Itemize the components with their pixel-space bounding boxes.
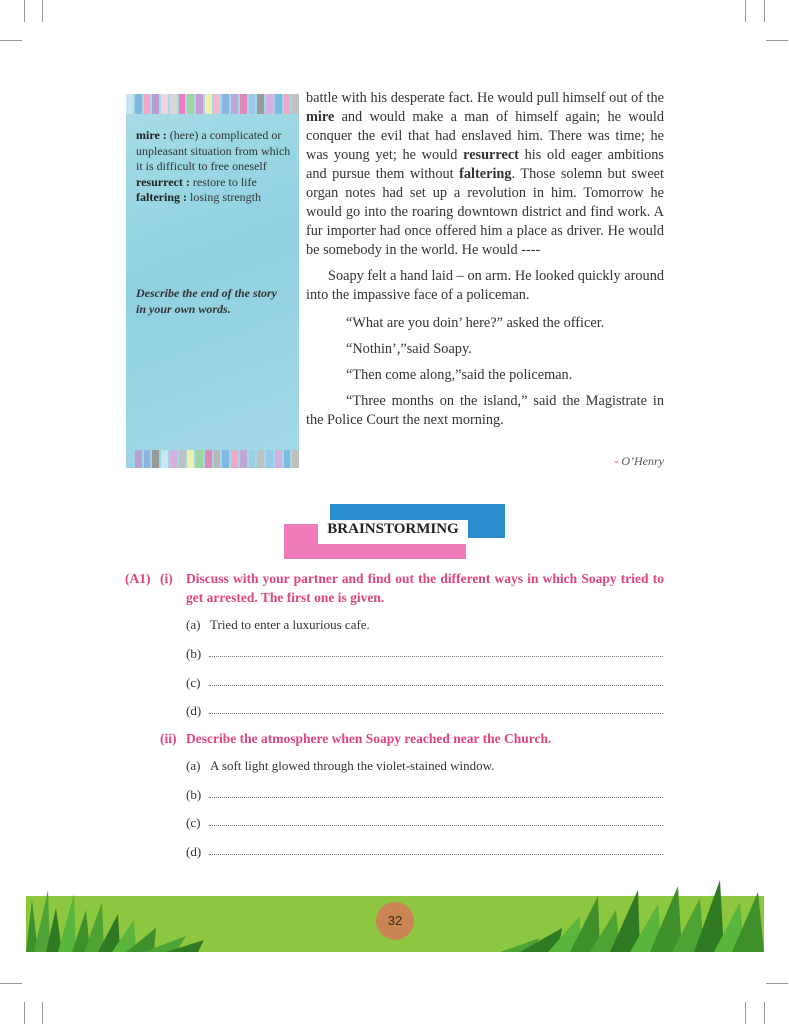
answer-label: (b): [186, 787, 202, 802]
crop-mark: [42, 0, 43, 22]
glossary-term: faltering :: [136, 190, 187, 204]
story-paragraph: [306, 89, 664, 260]
author-name: O’Henry: [621, 454, 664, 468]
keyword-faltering: faltering: [459, 166, 512, 182]
crop-mark: [766, 983, 788, 984]
dialogue-line: “Then come along,”said the policeman.: [346, 367, 573, 383]
dialogue-line: “Nothin’,”said Soapy.: [346, 341, 472, 357]
crop-mark: [0, 40, 22, 41]
glossary-term: resurrect :: [136, 174, 190, 189]
answer-blank[interactable]: [209, 713, 663, 714]
crop-mark: [745, 0, 746, 22]
answer-line: [186, 675, 210, 691]
crop-mark: [764, 1002, 765, 1024]
answer-label: (a): [186, 758, 201, 773]
grass-left-icon: [26, 880, 206, 952]
crop-mark: [745, 1002, 746, 1024]
crop-mark: [766, 40, 788, 41]
sidebar-prompt: Describe the end of the story in your own words.: [136, 286, 277, 316]
color-strip-bottom: [126, 450, 299, 468]
crop-mark: [764, 0, 765, 22]
answer-blank[interactable]: [209, 825, 663, 826]
text-run: his old eager ambitions and pursue them without: [306, 147, 664, 182]
glossary-definition: losing strength: [186, 190, 261, 204]
answer-line: [186, 815, 210, 831]
color-strip-top: [126, 94, 299, 114]
answer-blank[interactable]: [209, 685, 663, 686]
glossary-sidebar: [126, 94, 299, 468]
question-text: Discuss with your partner and find out the different ways in which Soapy tried to get arrested. The first one is given.: [186, 571, 664, 605]
story-paragraph: Soapy felt a hand laid – on arm. He looked quickly around into the impassive face of a policeman.: [306, 268, 664, 303]
text-run: battle with his desperate fact. He would pull himself out of the: [306, 90, 664, 106]
author-dash: -: [614, 454, 619, 468]
text-run: . Those solemn but sweet organ notes had set up a revolution in him. Tomorrow he would go into the roaring downtown district and find work. A fur importer had once offered him a place as driver. He would be somebody in the world. He would ----: [306, 166, 664, 258]
answer-line: [186, 758, 494, 774]
answer-line: [186, 617, 370, 633]
author-credit: [560, 454, 664, 469]
answer-line: [186, 844, 210, 860]
answer-line: [186, 646, 210, 662]
dialogue-line: “What are you doin’ here?” asked the officer.: [346, 315, 605, 331]
story-text: [306, 89, 664, 430]
dialogue-line: “Three months on the island,” said the Magistrate in the Police Court the next morning.: [306, 393, 664, 428]
answer-blank[interactable]: [209, 656, 663, 657]
grass-right-icon: [500, 876, 764, 952]
page-number: 32: [376, 902, 414, 940]
glossary-list: [136, 128, 296, 206]
subquestion-number: (i): [160, 571, 173, 586]
crop-mark: [24, 0, 25, 22]
answer-text: A soft light glowed through the violet-stained window.: [210, 758, 495, 773]
glossary-definition: (here) a complicated or unpleasant situation from which it is difficult to free oneself: [136, 128, 291, 173]
answer-line: [186, 787, 210, 803]
text-run: and would make a man of himself again; he would conquer the evil that had enslaved him. There was time; he was young yet; he would: [306, 109, 664, 163]
answer-label: (b): [186, 646, 202, 661]
answer-text: Tried to enter a luxurious cafe.: [210, 617, 370, 632]
answer-line: [186, 703, 210, 719]
crop-mark: [42, 1002, 43, 1024]
answer-label: (d): [186, 703, 202, 718]
question-text: Describe the atmosphere when Soapy reached near the Church.: [186, 731, 552, 746]
crop-mark: [24, 1002, 25, 1024]
answer-blank[interactable]: [209, 797, 663, 798]
glossary-term: mire :: [136, 128, 167, 142]
glossary-entry: [136, 128, 296, 175]
keyword-resurrect: resurrect: [463, 147, 519, 163]
glossary-entry: [136, 175, 296, 191]
subquestion-number: (ii): [160, 731, 177, 746]
section-title: BRAINSTORMING: [327, 521, 459, 537]
answer-label: (c): [186, 815, 201, 830]
answer-label: (c): [186, 675, 201, 690]
question-number: (A1): [125, 571, 151, 586]
keyword-mire: mire: [306, 109, 335, 125]
glossary-definition: restore to life: [189, 174, 257, 189]
answer-label: (a): [186, 617, 201, 632]
glossary-entry: [136, 190, 296, 206]
answer-label: (d): [186, 844, 202, 859]
answer-blank[interactable]: [209, 854, 663, 855]
crop-mark: [0, 983, 22, 984]
